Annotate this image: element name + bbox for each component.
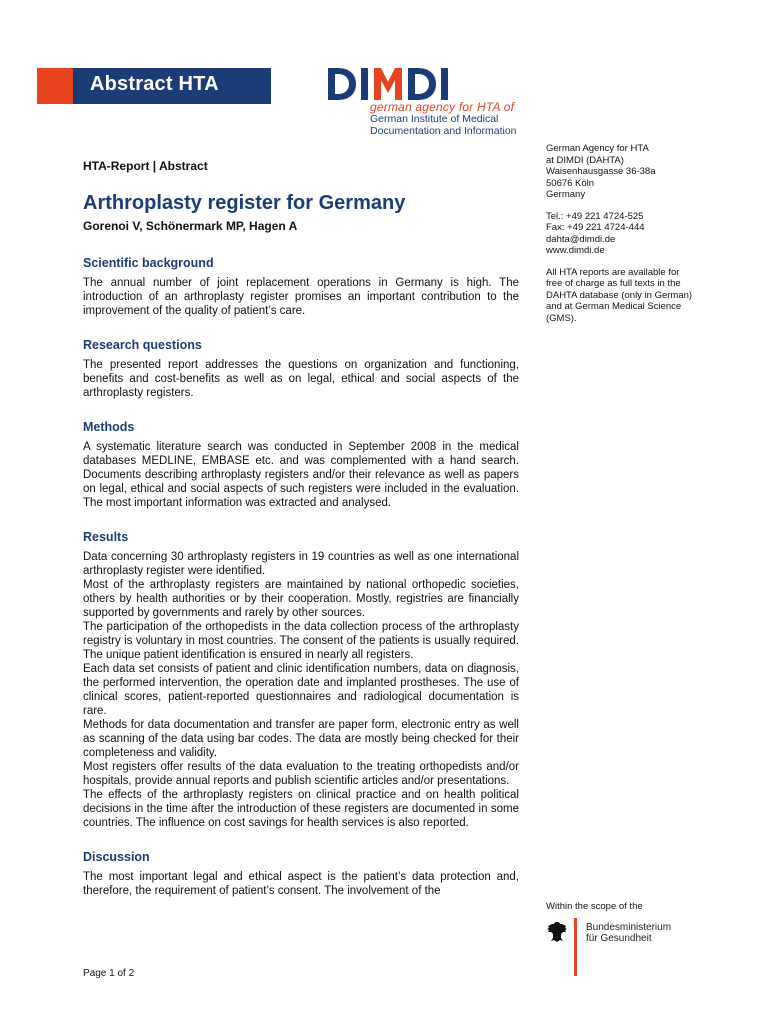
authors: Gorenoi V, Schönermark MP, Hagen A	[83, 219, 298, 233]
paragraph: Each data set consists of patient and clinic identification numbers, data on diagnosis, the performed intervention, the operation date and implanted prostheses. The use of clinical scores, patient-reported questionnaires and radiological documentation is rare.	[83, 663, 519, 717]
website-link[interactable]: www.dimdi.de	[546, 245, 605, 256]
paragraph: The participation of the orthopedists in the data collection process of the arthroplasty registry is voluntary in most countries. The consent of the patients is usually required. The unique patient identification is ensured in nearly all registers.	[83, 621, 519, 661]
ministry-divider	[574, 918, 577, 976]
section-text	[83, 276, 519, 318]
logo-tagline: german agency for HTA of	[370, 100, 515, 114]
scope-text: Within the scope of the	[546, 901, 643, 912]
document-title: Arthroplasty register for Germany	[83, 192, 406, 214]
section-heading: Research questions	[83, 338, 202, 352]
dimdi-logo	[324, 66, 524, 138]
section-heading: Scientific background	[83, 256, 214, 270]
section-heading: Results	[83, 530, 129, 544]
email-link[interactable]: dahta@dimdi.de	[546, 233, 616, 245]
dimdi-wordmark	[324, 66, 454, 102]
paragraph: Most of the arthroplasty registers are maintained by national orthopedic societies, others by health authorities or by their cooperation. Mostly, registries are financially supported by governments and rarely by other sources.	[83, 579, 519, 619]
section-text	[83, 440, 519, 510]
contact-block	[546, 211, 716, 257]
section-text	[83, 358, 519, 400]
ministry-logo	[546, 918, 696, 978]
abstract-hta-banner	[37, 68, 271, 104]
paragraph: The annual number of joint replacement operations in Germany is high. The introduction of an arthroplasty register promises an important contribution to the improvement of the quality of patient’s care.	[83, 277, 519, 317]
paragraph: A systematic literature search was conducted in September 2008 in the medical databases MEDLINE, EMBASE etc. and was complemented with a hand search. Documents describing arthroplasty registers and/or their relevance as well as papers on legal, ethical and social aspects of such registers were included in the evaluation. The most important information was extracted and analysed.	[83, 441, 519, 509]
banner-accent	[37, 68, 73, 104]
federal-eagle-icon	[546, 920, 568, 944]
section-text	[83, 870, 519, 898]
section-text	[83, 550, 519, 830]
section-discussion	[83, 848, 519, 898]
spacer	[546, 201, 716, 211]
phone: Tel.: +49 221 4724-525	[546, 210, 644, 222]
fax: Fax: +49 221 4724-444	[546, 222, 645, 233]
paragraph: The most important legal and ethical aspect is the patient’s data protection and, therefore, the requirement of patient’s consent. The involvement of the	[83, 871, 519, 897]
address-line: at DIMDI (DAHTA)	[546, 154, 624, 166]
address-line: 50676 Köln	[546, 177, 595, 189]
sidebar-info	[546, 143, 716, 324]
address-line: Germany	[546, 189, 586, 200]
note-line: and at German Medical Science	[546, 301, 682, 312]
note-line: (GMS).	[546, 312, 577, 324]
address-block	[546, 143, 716, 201]
ministry-name-1: Bundesministerium	[586, 922, 672, 933]
paragraph: The presented report addresses the questions on organization and functioning, benefits and cost-benefits as well as on legal, ethical and social aspects of the arthroplasty registers.	[83, 359, 519, 399]
address-line: German Agency for HTA	[546, 143, 649, 154]
logo-subtitle-2: Documentation and Information	[370, 125, 517, 137]
spacer	[546, 257, 716, 267]
note-line: free of charge as full texts in the	[546, 278, 681, 289]
availability-note	[546, 267, 716, 325]
section-heading: Methods	[83, 420, 135, 434]
paragraph: Most registers offer results of the data evaluation to the treating orthopedists and/or hospitals, provide annual reports and publish scientific articles and/or presentations.	[83, 761, 519, 787]
note-line: DAHTA database (only in German)	[546, 289, 693, 301]
section-results	[83, 528, 519, 830]
address-line: Waisenhausgasse 36-38a	[546, 166, 656, 177]
section-research-questions	[83, 336, 519, 400]
page-number: Page 1 of 2	[83, 968, 135, 979]
paragraph: Data concerning 30 arthroplasty registers in 19 countries as well as one international arthroplasty register were identified.	[83, 551, 519, 577]
paragraph: The effects of the arthroplasty registers on clinical practice and on health political decisions in the time after the introduction of these registers are documented in some countries. The influence on cost savings for health services is also reported.	[83, 789, 519, 829]
abstract-body	[83, 254, 519, 916]
section-methods	[83, 418, 519, 510]
ministry-name-2: für Gesundheit	[586, 933, 652, 944]
section-heading: Discussion	[83, 850, 150, 864]
logo-subtitle-1: German Institute of Medical	[370, 113, 499, 125]
paragraph: Methods for data documentation and transfer are paper form, electronic entry as well as scanning of the data using bar codes. The data are mostly being checked for their completeness and validity.	[83, 719, 519, 759]
note-line: All HTA reports are available for	[546, 266, 680, 278]
section-background	[83, 254, 519, 318]
banner-title: Abstract HTA	[90, 73, 219, 95]
report-kicker: HTA-Report | Abstract	[83, 159, 208, 173]
